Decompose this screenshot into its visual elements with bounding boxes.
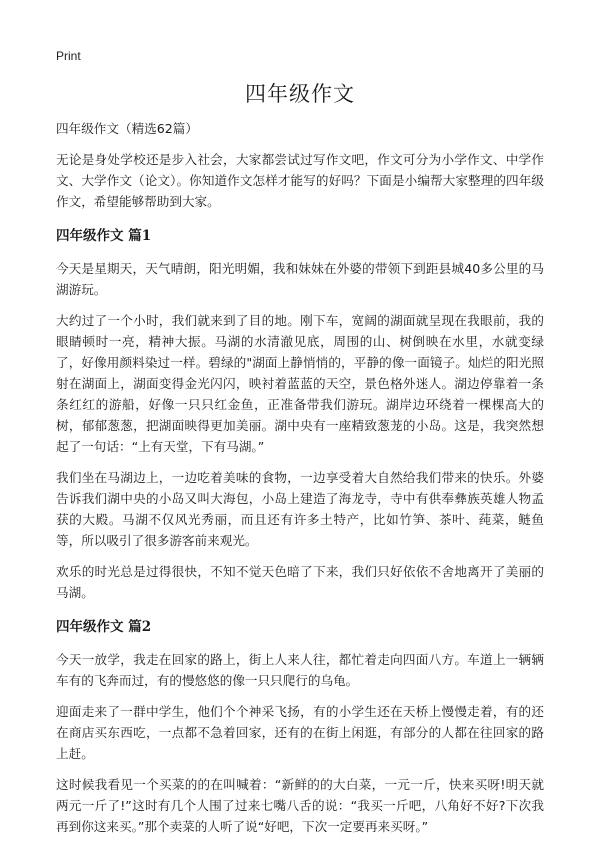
paragraph: 大约过了一个小时，我们就来到了目的地。刚下车，宽阔的湖面就呈现在我眼前，我的眼睛顿时一亮，精神大振。马湖的水清澈见底，周围的山、树倒映在水里，水就变绿了，好像用颜料染过一样。碧绿的"湖面上静悄悄的，平静的像一面镜子。灿烂的阳光照射在湖面上，湖面变得金光闪闪，映衬着蓝蓝的天空，景色格外迷人。湖边停靠着一条条红红的游船，好像一只只红金鱼，正准备带我们游玩。湖岸边环绕着一棵棵高大的树，郁郁葱葱，把湖面映得更加美丽。湖中央有一座精致葱茏的小岛。这是，我突然想起了一句话：“上有天堂，下有马湖。”	[56, 313, 544, 454]
section-heading: 四年级作文 篇2	[56, 619, 152, 635]
page-title: 四年级作文	[245, 82, 355, 106]
paragraph: 今天一放学，我走在回家的路上，街上人来人往，都忙着走向四面八方。车道上一辆辆车有的飞奔而过，有的慢悠悠的像一只只爬行的乌龟。	[56, 652, 544, 688]
intro-paragraph: 无论是身处学校还是步入社会，大家都尝试过写作文吧，作文可分为小学作文、中学作文、大学作文（论文）。你知道作文怎样才能写的好吗？下面是小编帮大家整理的四年级作文，希望能够帮助到大家。	[56, 152, 544, 209]
paragraph: 我们坐在马湖边上，一边吃着美味的食物，一边享受着大自然给我们带来的快乐。外婆告诉我们湖中央的小岛又叫大海包，小岛上建造了海龙寺，寺中有供奉彝族英雄人物孟获的大殿。马湖不仅风光秀丽，而且还有许多土特产，比如竹笋、茶叶、莼菜，鲢鱼等，所以吸引了很多游客前来观光。	[56, 470, 544, 548]
section-heading: 四年级作文 篇1	[56, 228, 152, 244]
paragraph: 这时候我看见一个买菜的的在叫喊着：“新鲜的的大白菜，一元一斤，快来买呀!明天就两元一斤了!”这时有几个人围了过来七嘴八舌的说：“我买一斤吧，八角好不好?下次我再到你这来买。”那个卖菜的人听了说“好吧，下次一定要再来买呀。”	[56, 777, 544, 834]
article-body	[56, 118, 544, 847]
paragraph: 迎面走来了一群中学生，他们个个神采飞扬，有的小学生还在天桥上慢慢走着，有的还在商店买东西吃，一点都不急着回家，还有的在街上闲逛，有部分的人都在往回家的路上赶。	[56, 704, 544, 761]
article-subtitle: 四年级作文（精选62篇）	[56, 121, 198, 136]
print-link[interactable]: Print	[56, 49, 81, 63]
paragraph: 今天是星期天，天气晴朗，阳光明媚，我和妹妹在外婆的带领下到距县城40多公里的马湖游玩。	[56, 261, 544, 297]
paragraph: 欢乐的时光总是过得很快，不知不觉天色暗了下来，我们只好依依不舍地离开了美丽的马湖。	[56, 564, 544, 600]
